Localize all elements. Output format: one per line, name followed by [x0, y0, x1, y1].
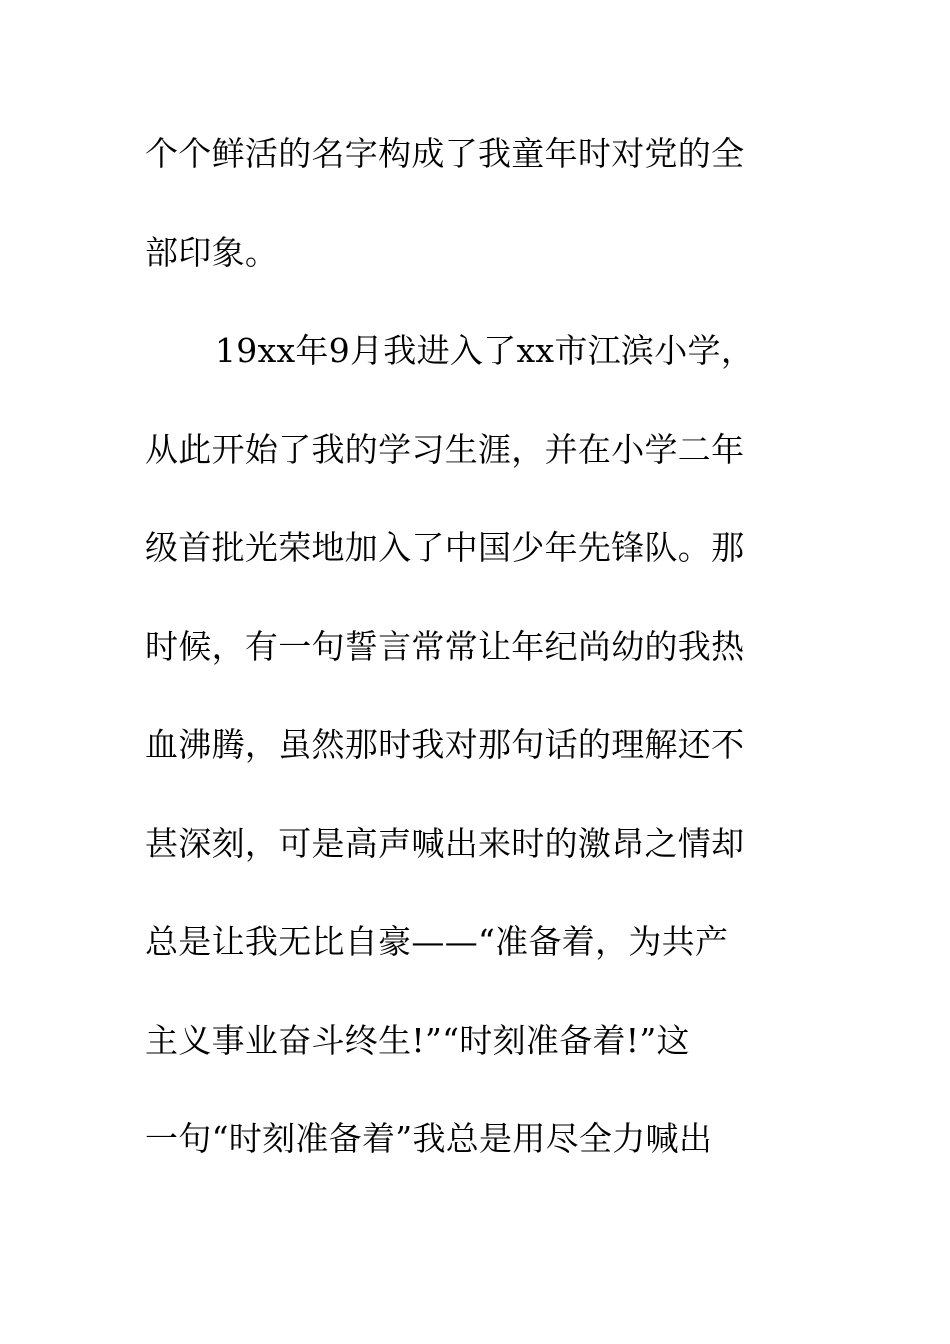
body-text: [145, 118, 785, 1202]
text-line: 部印象。: [145, 232, 279, 272]
text-line: 从此开始了我的学习生涯，并在小学二年: [145, 429, 745, 469]
text-line: 一句“时刻准备着”我总是用尽全力喊出: [145, 1119, 713, 1158]
text-line: 总是让我无比自豪——“准备着，为共产: [145, 922, 729, 961]
text-line: 级首批光荣地加入了中国少年先锋队。那: [145, 528, 745, 567]
text-line: 时候，有一句誓言常常让年纪尚幼的我热: [145, 626, 745, 666]
text-line: 主义事业奋斗终生!”“时刻准备着!”这: [145, 1020, 690, 1060]
text-line: 甚深刻，可是高声喊出来时的激昂之情却: [145, 823, 745, 863]
text-line: 个个鲜活的名字构成了我童年时对党的全: [145, 134, 745, 173]
paragraph-start-line: 19xx年9月我进入了xx市江滨小学，: [215, 331, 755, 370]
text-line: 血沸腾，虽然那时我对那句话的理解还不: [145, 725, 745, 764]
